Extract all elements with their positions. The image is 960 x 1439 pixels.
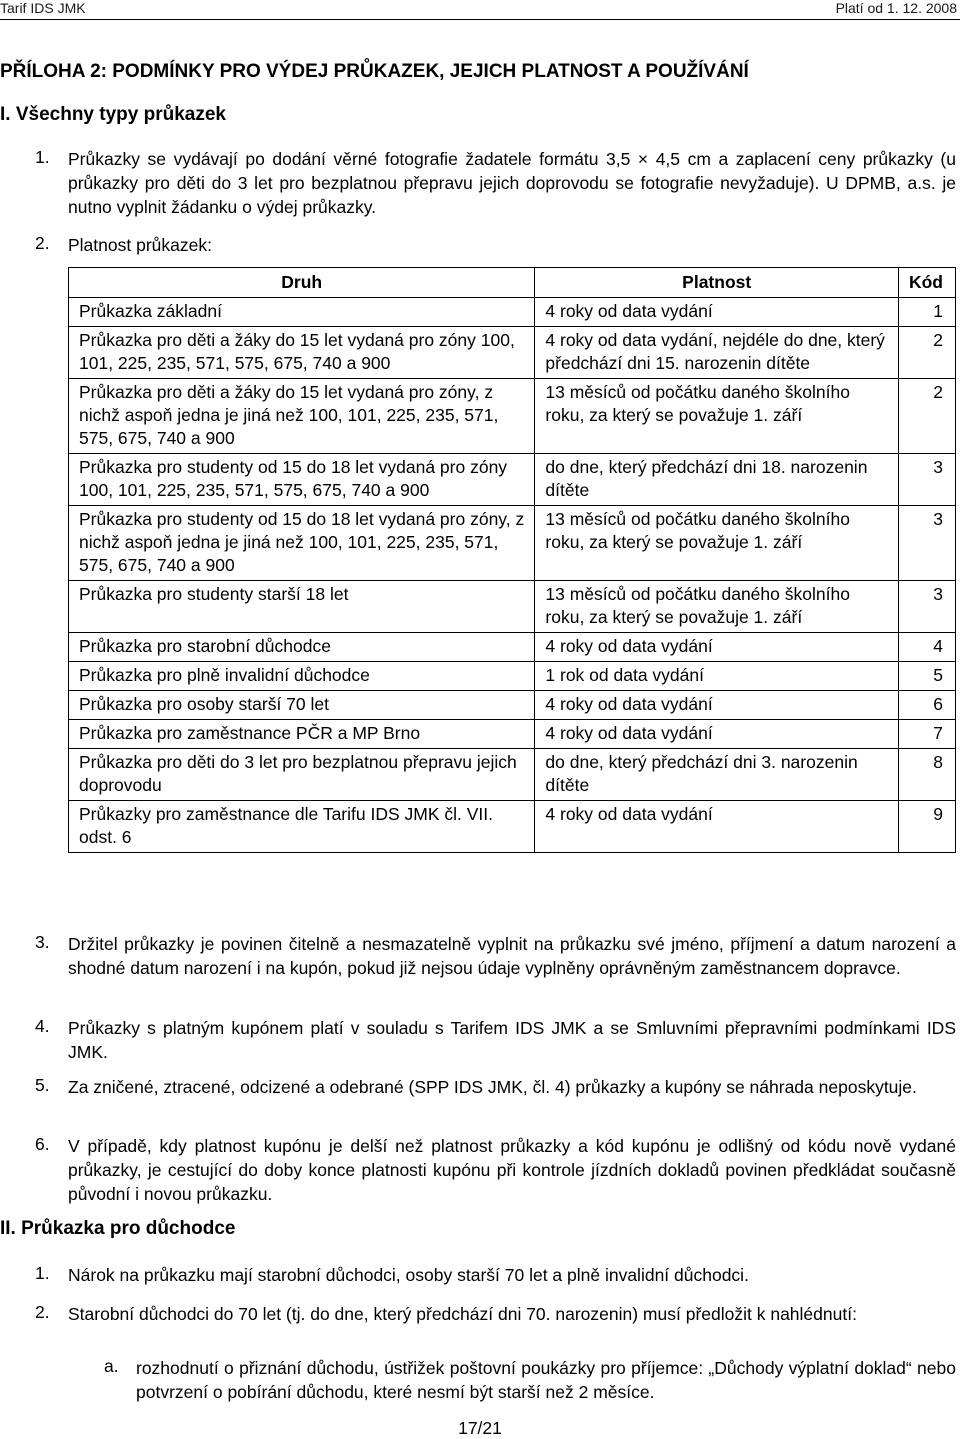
table-row	[69, 379, 956, 454]
header-valid-from: Platí od 1. 12. 2008	[835, 0, 957, 16]
paragraph-documents-required: Starobní důchodci do 70 let (tj. do dne, který předchází dni 70. narozenin) musí předložit k nahlédnutí:	[68, 1304, 857, 1324]
section-2-heading: II. Průkazka pro důchodce	[0, 1218, 236, 1239]
table-row	[69, 633, 956, 662]
pass-type: Průkazka pro studenty starší 18 let	[69, 581, 535, 633]
pass-validity: 4 roky od data vydání, nejdéle do dne, který předchází dni 15. narozenin dítěte	[535, 327, 899, 379]
pass-code: 9	[898, 801, 955, 853]
paragraph-validity-terms: Průkazky s platným kupónem platí v souladu s Tarifem IDS JMK a se Smluvními přepravními podmínkami IDS JMK.	[68, 1018, 956, 1062]
pass-code: 6	[898, 691, 955, 720]
pass-validity: do dne, který předchází dni 18. narozenin dítěte	[535, 454, 899, 506]
subitem-letter: a.	[104, 1356, 119, 1376]
validity-table	[68, 267, 956, 853]
pass-code: 1	[898, 298, 955, 327]
pass-code: 2	[898, 327, 955, 379]
pass-type: Průkazka pro děti a žáky do 15 let vydaná pro zóny 100, 101, 225, 235, 571, 575, 675, 740 a 900	[69, 327, 535, 379]
item-number: 1.	[35, 147, 50, 167]
paragraph-holder-duty: Držitel průkazky je povinen čitelně a nesmazatelně vyplnit na průkazku své jméno, příjmení a datum narození a shodné datum narození i na kupón, pokud již nejsou údaje vyplněny oprávněným zaměstnancem dopravce.	[68, 934, 956, 978]
table-row	[69, 720, 956, 749]
table-row	[69, 454, 956, 506]
pass-type: Průkazka základní	[69, 298, 535, 327]
pass-validity: 4 roky od data vydání	[535, 720, 899, 749]
paragraph-no-compensation: Za zničené, ztracené, odcizené a odebrané (SPP IDS JMK, čl. 4) průkazky a kupóny se náhrada neposkytuje.	[68, 1077, 917, 1097]
table-row	[69, 662, 956, 691]
section-1-heading: I. Všechny typy průkazek	[0, 104, 226, 125]
pass-validity: 4 roky od data vydání	[535, 801, 899, 853]
column-header-code: Kód	[898, 268, 955, 298]
column-header-type: Druh	[69, 268, 535, 298]
header-divider	[0, 19, 960, 20]
paragraph-validity-intro: Platnost průkazek:	[68, 235, 212, 255]
pass-code: 5	[898, 662, 955, 691]
pass-validity: 4 roky od data vydání	[535, 633, 899, 662]
pass-type: Průkazka pro studenty od 15 do 18 let vydaná pro zóny, z nichž aspoň jedna je jiná než 100, 101, 225, 235, 571, 575, 675, 740 a 900	[69, 506, 535, 581]
pass-type: Průkazka pro starobní důchodce	[69, 633, 535, 662]
page-number: 17/21	[458, 1418, 502, 1438]
paragraph-photo-requirement: Průkazky se vydávají po dodání věrné fotografie žadatele formátu 3,5 × 4,5 cm a zaplacení ceny průkazky (u průkazky pro děti do 3 let pro bezplatnou přepravu jejich doprovodu se fotografie nevyžaduje). U DPMB, a.s. je nutno vyplnit žádanku o výdej průkazky.	[68, 149, 956, 217]
page-title: PŘÍLOHA 2: PODMÍNKY PRO VÝDEJ PRŮKAZEK, JEJICH PLATNOST A POUŽÍVÁNÍ	[0, 61, 749, 82]
pass-code: 8	[898, 749, 955, 801]
item-number: 2.	[35, 1302, 50, 1322]
item-number: 6.	[35, 1134, 50, 1154]
pass-code: 2	[898, 379, 955, 454]
pass-code: 7	[898, 720, 955, 749]
pass-type: Průkazka pro studenty od 15 do 18 let vydaná pro zóny 100, 101, 225, 235, 571, 575, 675, 740 a 900	[69, 454, 535, 506]
pass-code: 3	[898, 454, 955, 506]
pass-type: Průkazky pro zaměstnance dle Tarifu IDS JMK čl. VII. odst. 6	[69, 801, 535, 853]
table-row	[69, 298, 956, 327]
item-number: 3.	[35, 932, 50, 952]
item-number: 4.	[35, 1016, 50, 1036]
table-row	[69, 749, 956, 801]
pass-validity: 13 měsíců od počátku daného školního roku, za který se považuje 1. září	[535, 581, 899, 633]
table-header-row	[69, 268, 956, 298]
pass-type: Průkazka pro osoby starší 70 let	[69, 691, 535, 720]
pass-validity: 13 měsíců od počátku daného školního roku, za který se považuje 1. září	[535, 506, 899, 581]
pass-validity: do dne, který předchází dni 3. narozenin dítěte	[535, 749, 899, 801]
subitem-text: rozhodnutí o přiznání důchodu, ústřižek poštovní poukázky pro příjemce: „Důchody výplatní doklad“ nebo potvrzení o pobírání důchodu, které nesmí být starší než 2 měsíce.	[136, 1358, 956, 1402]
pass-validity: 13 měsíců od počátku daného školního roku, za který se považuje 1. září	[535, 379, 899, 454]
table-row	[69, 327, 956, 379]
pass-code: 3	[898, 506, 955, 581]
header-tariff-name: Tarif IDS JMK	[0, 0, 86, 16]
item-number: 1.	[35, 1263, 50, 1283]
pass-validity: 4 roky od data vydání	[535, 691, 899, 720]
table-row	[69, 801, 956, 853]
pass-code: 4	[898, 633, 955, 662]
pass-type: Průkazka pro zaměstnance PČR a MP Brno	[69, 720, 535, 749]
item-number: 2.	[35, 233, 50, 253]
table-row	[69, 506, 956, 581]
pass-code: 3	[898, 581, 955, 633]
pass-validity: 1 rok od data vydání	[535, 662, 899, 691]
paragraph-coupon-validity: V případě, kdy platnost kupónu je delší než platnost průkazky a kód kupónu je odlišný od kódu nově vydané průkazky, je cestující do doby konce platnosti kupónu při kontrole jízdních dokladů povinen předkládat současně původní i novou průkazku.	[68, 1136, 956, 1204]
pass-type: Průkazka pro plně invalidní důchodce	[69, 662, 535, 691]
pass-validity: 4 roky od data vydání	[535, 298, 899, 327]
item-number: 5.	[35, 1075, 50, 1095]
table-row	[69, 581, 956, 633]
pass-type: Průkazka pro děti a žáky do 15 let vydaná pro zóny, z nichž aspoň jedna je jiná než 100, 101, 225, 235, 571, 575, 675, 740 a 900	[69, 379, 535, 454]
paragraph-eligibility: Nárok na průkazku mají starobní důchodci, osoby starší 70 let a plně invalidní důchodci.	[68, 1265, 749, 1285]
table-row	[69, 691, 956, 720]
column-header-validity: Platnost	[535, 268, 899, 298]
pass-type: Průkazka pro děti do 3 let pro bezplatnou přepravu jejich doprovodu	[69, 749, 535, 801]
